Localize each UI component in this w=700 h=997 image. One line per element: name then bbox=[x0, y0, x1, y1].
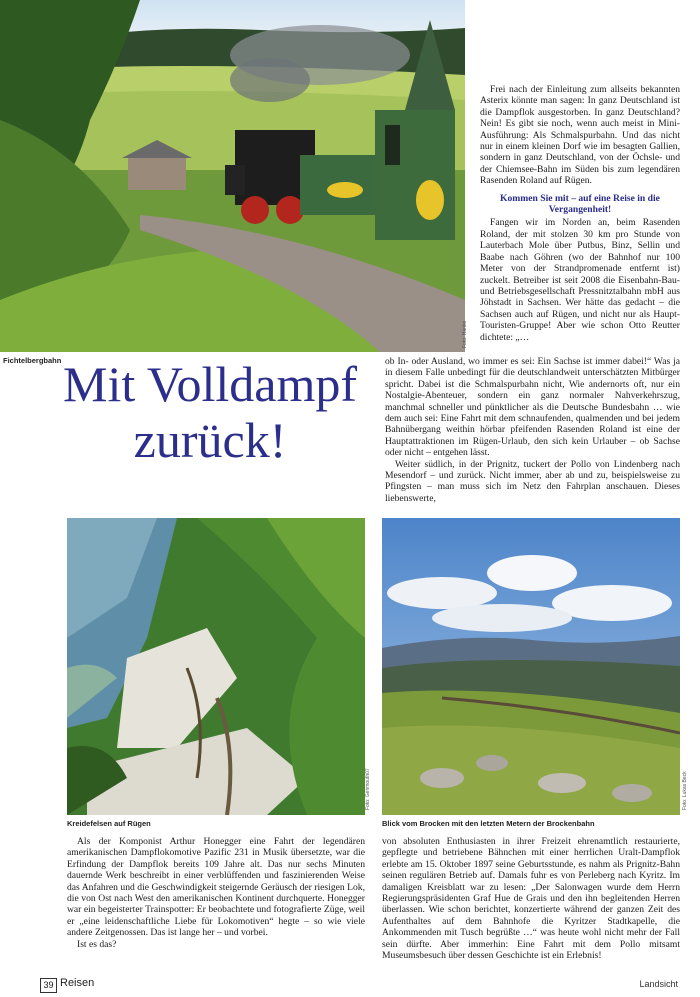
credit-top: Foto: Hanke bbox=[462, 320, 468, 348]
subheading: Kommen Sie mit – auf eine Reise in die Vergangenheit! bbox=[500, 192, 660, 216]
bottom-left-column bbox=[67, 836, 365, 950]
bottom-right-column bbox=[382, 836, 680, 961]
page-number: 39 bbox=[40, 978, 57, 993]
intro-paragraph: Frei nach der Einleitung zum allseits bekannten Asterix könnte man sagen: In ganz Deutschland ist die Dampflok ausgestorben. In ganz Deutschland? Nein! Es gibt sie noch, wenn auch meist in Mini-Ausführung: Als Schmalspurbahn. Und das nicht nur in einem kleinen Dorf wie im besagten Gallien, sondern in ganz Deutschland, von der Öchsle- und der Chiemsee-Bahn im Süden bis zum legendären Rasenden Roland auf Rügen. bbox=[480, 84, 680, 187]
wide-paragraph-1: ob In- oder Ausland, wo immer es sei: Ein Sachse ist immer dabei!“ Was ja in diesem Falle unbedingt für die deutschlandweit unterschätzten Mitbürger spricht. Dabei ist die Schmalspurbahn nicht, Wie andernorts oft, nur ein Nostalgie-Abenteuer, sondern ein ganz normaler Nahverkehrszug, manchmal schneller und pünktlicher als die Deutsche Bundesbahn … wie dem auch sei: Eine Fahrt mit dem schnaufenden, qualmenden und bei jedem Bahnübergang weithin hörbar pfeifenden Rasenden Roland ist eine der Hauptattraktionen im Rügen-Urlaub, den sich kein Urlauber – ob Sachse oder nicht – entgehen lässt. bbox=[385, 356, 680, 459]
magazine-name: Landsicht bbox=[639, 979, 678, 989]
title-line-1: Mit Volldampf bbox=[62, 356, 358, 412]
bottom-left-paragraph: Als der Komponist Arthur Honegger eine Fahrt der legendären amerikanischen Dampflokomotive Pazific 231 in Musik übersetzte, war die Erfindung der Dampflok bereits 109 Jahre alt. Das nur sechs Minuten dauernde Werk beschreibt in einer verblüffenden und faszinierenden Weise das Anfahren und die Geschwindigkeit steigernde Geräusch der riesigen Lok, die von Ost nach West den amerikanischen Kontinent durchquerte. Honegger war ein begeisterter Trainspotter: Er beobachtete und fotografierte Züge, weil er „eine leidenschaftliche Liebe für Lokomotiven“ hegte – so wie viele andere Zeitgenossen. Das ist lange her – und vorbei. bbox=[67, 836, 365, 939]
caption-fichtelbergbahn: Fichtelbergbahn bbox=[3, 356, 62, 365]
intro-column bbox=[480, 84, 680, 343]
bottom-left-end: Ist es das? bbox=[77, 938, 117, 950]
credit-left: Foto: Genmouth07 bbox=[365, 768, 371, 810]
right-col-paragraph: Fangen wir im Norden an, beim Rasenden Roland, der mit stolzen 30 km pro Stunde von Lauterbach Mole über Putbus, Binz, Sellin und Baabe nach Göhren (wo der Bahnhof nur 100 Meter von der Strandpromenade entfernt ist) zuckelt. Betreiber ist seit 2008 die Eisenbahn-Bau- und Betriebsgesellschaft Pressnitztalbahn mbH aus Jöhstadt in Sachsen. Wer hätte das gedacht – die Sachsen auch auf Rügen, und nicht nur als Haupt-Touristen-Gruppe! Aber wie schon Otto Reutter dichtete: „… bbox=[480, 217, 680, 343]
bottom-right-paragraph: von absoluten Enthusiasten in ihrer Freizeit ehrenamtlich restaurierte, gepflegte und betriebene Bähnchen mit einer herrlichen Uralt-Dampflok erlebte am 15. Oktober 1897 seine Geburtsstunde, es nahm als Prignitz-Bahn seinen regulären Betrieb auf. Damals fuhr es von Perleberg nach Kyritz. Im damaligen Kreisblatt war zu lesen: „Der Salonwagen wurde dem Herrn Regierungspräsidenten Graf Hue de Grais und den ihn begleitenden Herren überlassen. Wie schon berichtet, konzertierte während der ganzen Zeit des Aufenthaltes auf dem Bahnhofe die Kyritzer Stadtkapelle, die Ankommenden mit Tusch begrüßte …“ was heute wohl nicht mehr der Fall sein dürfte. Aber immerhin: Eine Fahrt mit dem Pollo mitsamt Museumsbesuch über dessen Geschichte ist ein Erlebnis! bbox=[382, 836, 680, 962]
wide-paragraph-2: Weiter südlich, in der Prignitz, tuckert der Pollo von Lindenberg nach Mesendorf – und zurück. Nicht immer, aber ab und zu, beispielsweise zu Pfingsten – man muss sich im Netz den Fahrplan anschauen. Dieses liebenswerte, bbox=[385, 458, 680, 504]
photo-kreidefelsen bbox=[67, 518, 365, 815]
caption-brocken: Blick vom Brocken mit den letzten Metern der Brockenbahn bbox=[382, 819, 595, 828]
caption-kreidefelsen: Kreidefelsen auf Rügen bbox=[67, 819, 151, 828]
wide-text bbox=[385, 356, 680, 504]
photo-brocken bbox=[382, 518, 680, 815]
photo-fichtelbergbahn bbox=[0, 0, 465, 352]
section-name: Reisen bbox=[60, 977, 95, 989]
title-line-2: zurück! bbox=[133, 412, 287, 468]
page-title bbox=[40, 356, 380, 468]
credit-right: Foto: Lukas Beck bbox=[682, 771, 688, 810]
